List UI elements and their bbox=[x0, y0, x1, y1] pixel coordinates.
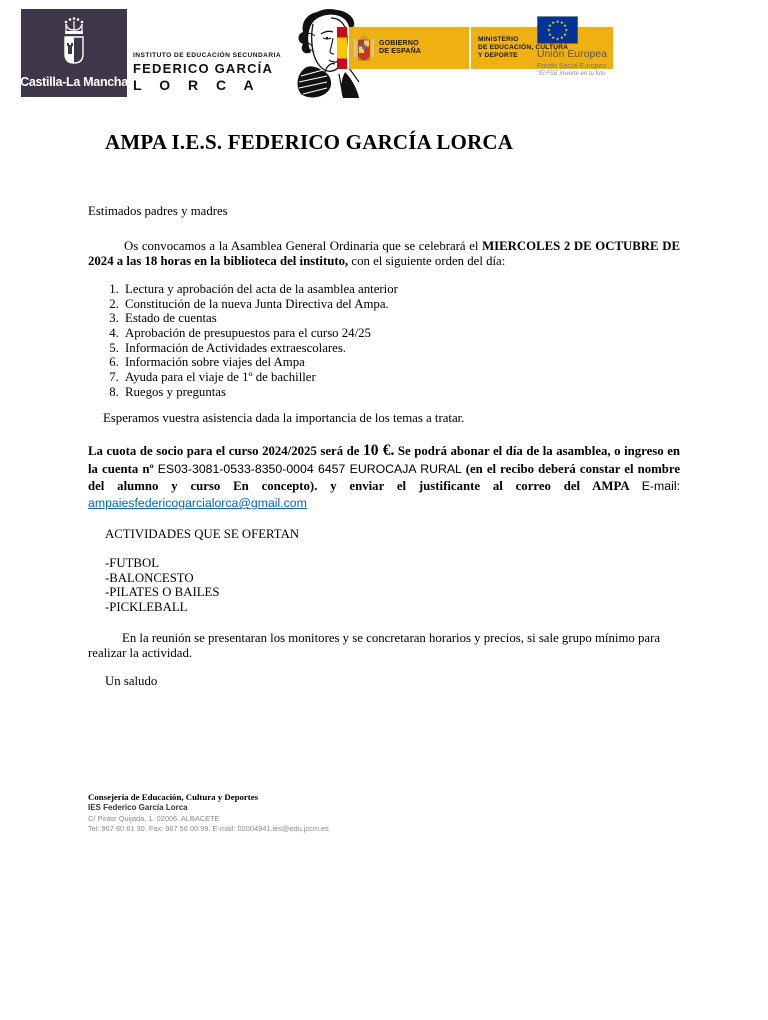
agenda-item: 2. Constitución de la nueva Junta Directiva del Ampa. bbox=[122, 297, 680, 312]
svg-text:★: ★ bbox=[546, 28, 551, 34]
convocation-post: con el siguiente orden del día: bbox=[348, 254, 506, 268]
convocation-pre: Os convocamos a la Asamblea General Ordinaria que se celebrará el bbox=[124, 239, 483, 253]
school-name-line2: L O R C A bbox=[133, 77, 261, 93]
activity-item: -PICKLEBALL bbox=[105, 600, 188, 615]
svg-text:★: ★ bbox=[547, 24, 552, 30]
svg-text:★: ★ bbox=[563, 32, 568, 38]
attendance-paragraph: Esperamos vuestra asistencia dada la importancia de los temas a tratar. bbox=[103, 411, 465, 426]
greeting: Estimados padres y madres bbox=[88, 204, 228, 218]
ministerio-line3: Y DEPORTE bbox=[478, 52, 518, 60]
footer-school-name: IES Federico García Lorca bbox=[88, 803, 188, 812]
agenda-item: 8. Ruegos y preguntas bbox=[122, 385, 680, 400]
agenda-item: 4. Aprobación de presupuestos para el curso 24/25 bbox=[122, 326, 680, 341]
eu-flag-icon bbox=[537, 16, 578, 44]
union-europea-logo bbox=[537, 16, 657, 77]
footer-address: C/ Pintor Quijada, 1. 02006. ALBACETE bbox=[88, 813, 220, 823]
bank-account-number: ES03-3081-0533-8350-0004 6457 EUROCAJA RURAL bbox=[157, 461, 466, 476]
clm-logo-label: Castilla-La Mancha bbox=[20, 75, 128, 89]
school-name-line1: FEDERICO GARCÍA bbox=[133, 61, 274, 76]
convocation-paragraph bbox=[88, 239, 680, 269]
svg-text:★: ★ bbox=[559, 36, 564, 42]
fee-part1: La cuota de socio para el curso 2024/2025 será de bbox=[88, 444, 364, 459]
agenda-item: 7. Ayuda para el viaje de 1º de bachiller bbox=[122, 370, 680, 385]
fee-part2: Se podrá abonar el día de la asamblea, o ingreso en la cuenta nº bbox=[88, 444, 681, 476]
gobierno-label bbox=[379, 40, 421, 57]
clm-crown-shield-icon bbox=[52, 15, 96, 73]
gobierno-line2: DE ESPAÑA bbox=[379, 48, 422, 55]
ministerio-line1: MINISTERIO bbox=[478, 35, 519, 43]
convocation-date-bold: MIERCOLES 2 DE OCTUBRE DE 2024 a las 18 horas en la biblioteca del instituto, bbox=[88, 239, 680, 268]
activities-list bbox=[105, 556, 680, 614]
agenda-item: 5. Información de Actividades extraescolares. bbox=[122, 341, 680, 356]
page-title: AMPA I.E.S. FEDERICO GARCÍA LORCA bbox=[105, 130, 514, 154]
fee-amount: 10 €. bbox=[363, 442, 395, 460]
closing-salutation: Un saludo bbox=[105, 673, 158, 688]
email-label: E-mail: bbox=[641, 478, 680, 493]
fee-part3: (en el recibo deberá constar el nombre del alumno y curso En concepto). y enviar el justificante al correo del AMPA bbox=[88, 461, 680, 493]
svg-text:★: ★ bbox=[563, 24, 568, 30]
svg-text:★: ★ bbox=[559, 21, 564, 27]
letterhead bbox=[0, 0, 768, 104]
eu-fund-label: Fondo Social Europeo bbox=[537, 63, 607, 70]
eu-label: Unión Europea bbox=[537, 48, 608, 60]
agenda-item: 6. Información sobre viajes del Ampa bbox=[122, 355, 680, 370]
letter-body bbox=[88, 204, 680, 689]
activity-item: -FUTBOL bbox=[105, 556, 160, 571]
svg-text:★: ★ bbox=[555, 19, 560, 25]
school-logo-text bbox=[133, 52, 281, 93]
activity-item: -PILATES O BAILES bbox=[105, 585, 220, 600]
gobierno-box bbox=[349, 27, 469, 69]
activities-heading: ACTIVIDADES QUE SE OFERTAN bbox=[105, 527, 300, 542]
gobierno-line1: GOBIERNO bbox=[379, 39, 419, 47]
ministerio-line2: DE EDUCACIÓN, CULTURA bbox=[478, 43, 569, 51]
svg-text:★: ★ bbox=[551, 36, 556, 42]
school-type-label: INSTITUTO DE EDUCACIÓN SECUNDARIA bbox=[133, 52, 282, 59]
castilla-la-mancha-logo bbox=[21, 9, 127, 97]
agenda-item: 1. Lectura y aprobación del acta de la asamblea anterior bbox=[122, 282, 680, 297]
svg-text:★: ★ bbox=[547, 32, 552, 38]
svg-text:★: ★ bbox=[551, 21, 556, 27]
eu-slogan: "El FSE invierte en tu futu bbox=[537, 71, 606, 77]
spain-flag-strip-icon bbox=[337, 27, 347, 69]
svg-text:★: ★ bbox=[564, 28, 569, 34]
spain-coat-of-arms-icon bbox=[353, 33, 375, 63]
meeting-note-paragraph: En la reunión se presentaran los monitores y se concretaran horarios y precios, si sale grupo mínimo para realizar la actividad. bbox=[88, 630, 661, 660]
agenda-list bbox=[88, 282, 680, 400]
fee-paragraph bbox=[88, 442, 680, 512]
ampa-email-link[interactable]: ampaiesfedericogarcialorca@gmail.com bbox=[88, 496, 307, 511]
svg-text:★: ★ bbox=[555, 37, 560, 43]
footer-contact: Tel: 967 60 61 30. Fax: 967 56 00 99. E-mail: 02004941.ies@edu.jccm.es bbox=[88, 824, 329, 833]
footer-department: Consejería de Educación, Cultura y Deportes bbox=[88, 792, 259, 802]
activity-item: -BALONCESTO bbox=[105, 570, 194, 585]
letter-footer bbox=[88, 792, 329, 833]
agenda-item: 3. Estado de cuentas bbox=[122, 311, 680, 326]
